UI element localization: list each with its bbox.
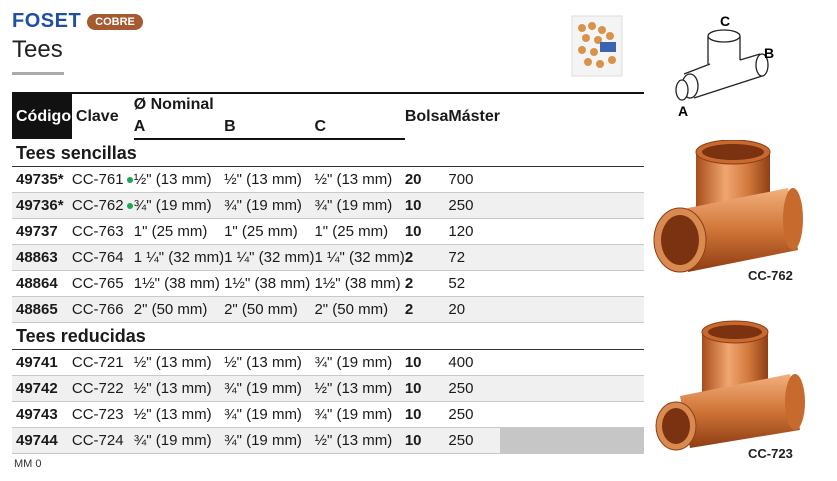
master-qty: [448, 402, 500, 428]
nominal-c: [314, 167, 404, 193]
table-row: [12, 376, 644, 402]
bolsa-qty-text: 20: [404, 171, 422, 188]
tee-dimension-diagram: [670, 14, 780, 124]
product-code: [12, 376, 72, 402]
master-qty: [448, 193, 500, 219]
master-qty: [448, 245, 500, 271]
nominal-a-text: ¾" (19 mm): [133, 432, 212, 449]
bolsa-qty-text: 10: [404, 380, 422, 397]
bolsa-qty-text: 10: [404, 432, 422, 449]
nominal-c: [314, 297, 404, 323]
nominal-b: [224, 402, 314, 428]
bolsa-qty-text: 10: [404, 406, 422, 423]
page-title: Tees: [12, 36, 63, 63]
nominal-c-text: ¾" (19 mm): [314, 197, 393, 214]
table-row: [12, 297, 644, 323]
brand: [12, 10, 143, 33]
table-row: [12, 193, 644, 219]
product-code: [12, 428, 72, 454]
product-code: [12, 350, 72, 376]
nominal-c-text: ¾" (19 mm): [314, 354, 393, 371]
availability-dot-icon: [127, 177, 133, 183]
product-clave: [72, 297, 134, 323]
row-spacer: [500, 245, 644, 271]
nominal-a-text: 1 ¼" (32 mm): [133, 249, 225, 266]
nominal-c: [314, 376, 404, 402]
header-spacer: [500, 93, 644, 139]
row-spacer: [500, 297, 644, 323]
brand-name: FOSET: [12, 10, 82, 32]
product-clave-text: CC-722: [71, 380, 124, 397]
nominal-a: [134, 271, 224, 297]
master-qty-text: 250: [448, 432, 474, 449]
nominal-a-text: ½" (13 mm): [133, 406, 212, 423]
master-qty-text: 52: [448, 275, 466, 292]
row-spacer: [500, 402, 644, 428]
product-code: [12, 245, 72, 271]
product-code: [12, 271, 72, 297]
brand-badge: COBRE: [87, 14, 143, 30]
master-qty-text: 400: [448, 354, 474, 371]
diagram-label-a: A: [678, 103, 689, 119]
nominal-c: [314, 350, 404, 376]
product-clave: [72, 193, 134, 219]
nominal-b-text: ¾" (19 mm): [224, 380, 302, 397]
nominal-c-text: 1½" (38 mm): [314, 275, 401, 292]
nominal-b-text: ¾" (19 mm): [224, 432, 302, 449]
row-spacer: [500, 219, 644, 245]
master-qty-text: 120: [448, 223, 474, 240]
product-clave-text: CC-723: [71, 406, 124, 423]
nominal-b-text: 1" (25 mm): [224, 223, 298, 240]
section-header-row: [12, 139, 644, 167]
product-clave-text: CC-761: [71, 171, 124, 188]
master-qty-text: 700: [448, 171, 474, 188]
nominal-b: [224, 376, 314, 402]
nominal-a: [134, 167, 224, 193]
master-qty: [448, 167, 500, 193]
nominal-a: [134, 428, 224, 454]
table-row: [12, 167, 644, 193]
product-clave: [72, 350, 134, 376]
bolsa-qty: [405, 167, 449, 193]
nominal-c: [314, 219, 404, 245]
bolsa-qty: [405, 350, 449, 376]
section-header-row: [12, 323, 644, 350]
nominal-c: [314, 271, 404, 297]
product-clave: [72, 376, 134, 402]
bolsa-qty-text: 2: [404, 249, 414, 266]
footer-code: MM 0: [14, 458, 42, 470]
master-qty: [448, 297, 500, 323]
bolsa-qty-text: 10: [404, 223, 422, 240]
row-spacer: [500, 271, 644, 297]
nominal-c-text: ½" (13 mm): [314, 380, 393, 397]
bolsa-qty: [405, 428, 449, 454]
nominal-c: [314, 193, 404, 219]
row-spacer: [500, 167, 644, 193]
row-spacer: [500, 428, 644, 454]
nominal-a: [134, 350, 224, 376]
product-clave: [72, 219, 134, 245]
product-clave-text: CC-724: [71, 432, 124, 449]
bolsa-qty-text: 2: [404, 275, 414, 292]
bolsa-qty-text: 10: [404, 197, 422, 214]
nominal-a: [134, 245, 224, 271]
availability-dot-icon: [127, 203, 133, 209]
header-codigo: Código: [12, 93, 72, 139]
product-code-text: 49736*: [16, 197, 64, 214]
nominal-b: [224, 245, 314, 271]
product-clave-text: CC-762: [71, 197, 124, 214]
product-code-text: 49735*: [16, 171, 64, 188]
product-code: [12, 193, 72, 219]
row-spacer: [500, 350, 644, 376]
master-qty-text: 250: [448, 406, 474, 423]
product-clave-text: CC-763: [71, 223, 124, 240]
nominal-b: [224, 271, 314, 297]
product-clave-text: CC-764: [71, 249, 124, 266]
product-code: [12, 167, 72, 193]
product-clave: [72, 402, 134, 428]
nominal-a: [134, 402, 224, 428]
nominal-a-text: ¾" (19 mm): [133, 197, 212, 214]
section-title: Tees reducidas: [12, 323, 644, 350]
header-clave: Clave: [72, 93, 134, 139]
section-title: Tees sencillas: [12, 139, 644, 167]
bolsa-qty: [405, 297, 449, 323]
product-code: [12, 219, 72, 245]
table-row: [12, 219, 644, 245]
master-qty: [448, 428, 500, 454]
bolsa-qty: [405, 193, 449, 219]
nominal-c: [314, 245, 404, 271]
table-row: [12, 428, 644, 454]
product-code-text: 48865: [16, 301, 58, 318]
nominal-b-text: ½" (13 mm): [224, 354, 302, 371]
master-qty: [448, 376, 500, 402]
bolsa-qty: [405, 376, 449, 402]
bolsa-qty: [405, 402, 449, 428]
product-code-text: 49743: [16, 406, 58, 423]
header-nominal: Ø Nominal: [134, 93, 405, 116]
master-qty-text: 20: [448, 301, 466, 318]
product-clave: [72, 271, 134, 297]
master-qty: [448, 219, 500, 245]
product-clave: [72, 428, 134, 454]
product-clave-text: CC-766: [71, 301, 124, 318]
row-spacer: [500, 376, 644, 402]
nominal-b-text: 1 ¼" (32 mm): [224, 249, 315, 266]
product-clave: [72, 167, 134, 193]
bolsa-qty-text: 10: [404, 354, 422, 371]
header-a: A: [134, 116, 224, 139]
nominal-a-text: 2" (50 mm): [133, 301, 208, 318]
title-divider: [12, 72, 64, 75]
nominal-c-text: 2" (50 mm): [314, 301, 389, 318]
nominal-c-text: 1" (25 mm): [314, 223, 389, 240]
nominal-b: [224, 219, 314, 245]
table-body: [12, 139, 644, 454]
nominal-a: [134, 219, 224, 245]
header-bolsa: Bolsa: [405, 93, 449, 139]
nominal-b: [224, 428, 314, 454]
bolsa-qty: [405, 245, 449, 271]
nominal-b-text: ¾" (19 mm): [224, 406, 302, 423]
nominal-a: [134, 193, 224, 219]
master-qty: [448, 271, 500, 297]
nominal-c: [314, 402, 404, 428]
nominal-c-text: ½" (13 mm): [314, 171, 393, 188]
table-row: [12, 402, 644, 428]
master-qty-text: 72: [448, 249, 466, 266]
bolsa-qty: [405, 219, 449, 245]
bolsa-qty: [405, 271, 449, 297]
nominal-c: [314, 428, 404, 454]
product-code-text: 48864: [16, 275, 58, 292]
master-qty-text: 250: [448, 197, 474, 214]
header-c: C: [314, 116, 404, 139]
header-row-top: [12, 93, 644, 116]
photo-label-cc-762: CC-762: [748, 268, 793, 283]
product-code-text: 49744: [16, 432, 58, 449]
nominal-b-text: 2" (50 mm): [224, 301, 298, 318]
diagram-label-c: C: [720, 14, 731, 29]
nominal-a-text: 1" (25 mm): [133, 223, 208, 240]
nominal-a-text: ½" (13 mm): [133, 171, 212, 188]
table-row: [12, 271, 644, 297]
nominal-b-text: ½" (13 mm): [224, 171, 302, 188]
product-code: [12, 402, 72, 428]
nominal-b: [224, 297, 314, 323]
product-code: [12, 297, 72, 323]
nominal-a-text: ½" (13 mm): [133, 380, 212, 397]
product-table: [12, 92, 644, 454]
table-row: [12, 350, 644, 376]
diagram-label-b: B: [764, 45, 775, 61]
nominal-c-text: ¾" (19 mm): [314, 406, 393, 423]
package-thumbnail-image: [570, 14, 624, 78]
header-b: B: [224, 116, 314, 139]
photo-label-cc-723: CC-723: [748, 446, 793, 461]
nominal-b-text: 1½" (38 mm): [224, 275, 311, 292]
table-row: [12, 245, 644, 271]
master-qty: [448, 350, 500, 376]
product-code-text: 49742: [16, 380, 58, 397]
nominal-b: [224, 167, 314, 193]
nominal-c-text: 1 ¼" (32 mm): [314, 249, 405, 266]
product-clave: [72, 245, 134, 271]
product-code-text: 48863: [16, 249, 58, 266]
nominal-a-text: ½" (13 mm): [133, 354, 212, 371]
product-code-text: 49737: [16, 223, 58, 240]
nominal-b: [224, 193, 314, 219]
header-master: Máster: [448, 93, 500, 139]
nominal-a: [134, 376, 224, 402]
master-qty-text: 250: [448, 380, 474, 397]
product-clave-text: CC-765: [71, 275, 124, 292]
product-clave-text: CC-721: [71, 354, 124, 371]
nominal-b: [224, 350, 314, 376]
nominal-a-text: 1½" (38 mm): [133, 275, 220, 292]
nominal-c-text: ½" (13 mm): [314, 432, 393, 449]
nominal-a: [134, 297, 224, 323]
product-code-text: 49741: [16, 354, 58, 371]
bolsa-qty-text: 2: [404, 301, 414, 318]
row-spacer: [500, 193, 644, 219]
nominal-b-text: ¾" (19 mm): [224, 197, 302, 214]
